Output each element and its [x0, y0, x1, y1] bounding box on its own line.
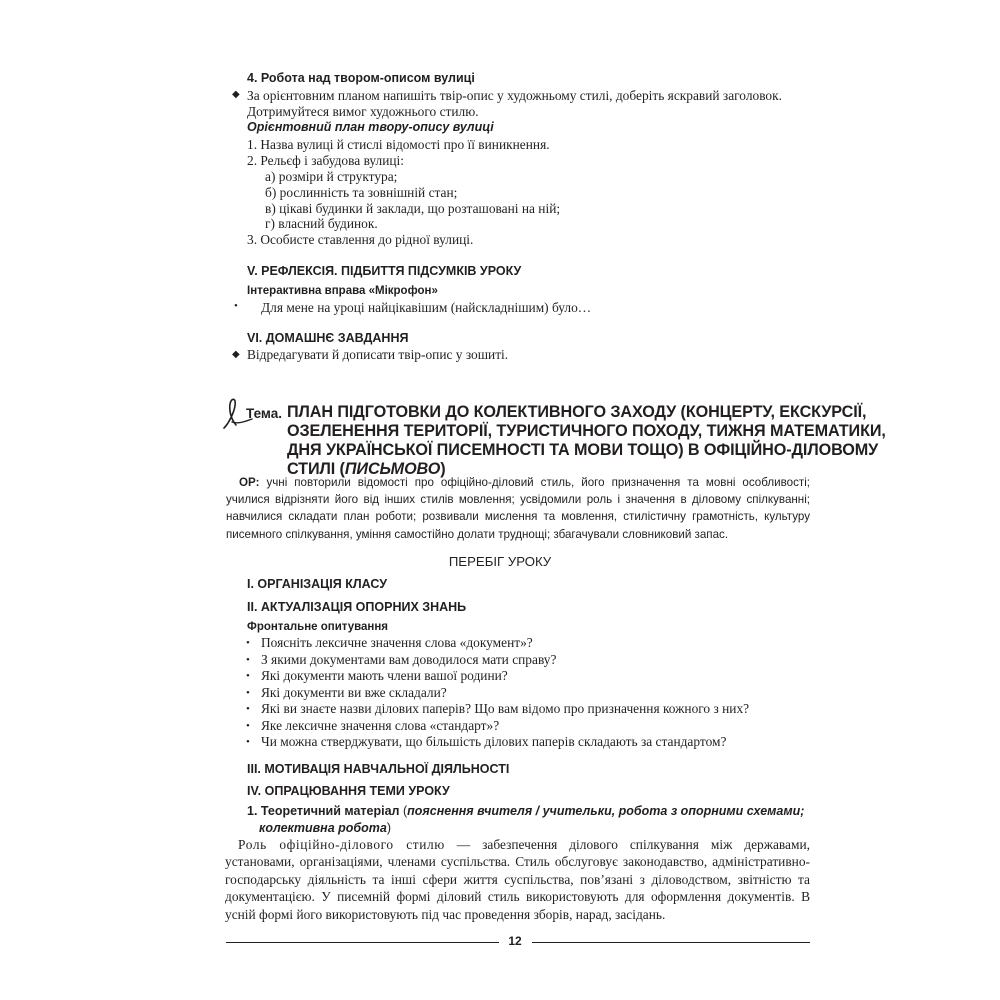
- frontal-title: Фронтальне опитування: [247, 621, 389, 633]
- plan-item: 3. Особисте ставлення до рідної вулиці.: [247, 232, 474, 247]
- section-6-title: VI. ДОМАШНЄ ЗАВДАННЯ: [247, 331, 409, 345]
- topic-title-line: ПЛАН ПІДГОТОВКИ ДО КОЛЕКТИВНОГО ЗАХОДУ (КОНЦЕРТУ, ЕКСКУРСІЇ,: [287, 403, 867, 421]
- exercise-title: Інтерактивна вправа «Мікрофон»: [247, 285, 438, 297]
- plan-subitem: в) цікаві будинки й заклади, що розташовані на ній;: [265, 201, 561, 216]
- homework-item: Відредагувати й дописати твір-опис у зошиті.: [247, 347, 509, 362]
- plan-subitem: г) власний будинок.: [265, 216, 378, 231]
- page-number: 12: [508, 934, 522, 948]
- task-line-1: За орієнтовним планом напишіть твір-опис у художньому стилі, доберіть яскравий заголовок.: [247, 88, 782, 103]
- list-item: • Які ви знаєте назви ділових паперів? Що вам відомо про призначення кожного з них?: [246, 701, 750, 716]
- topic-label: Тема.: [246, 406, 282, 421]
- section-4-title: 4. Робота над твором-описом вулиці: [247, 71, 475, 85]
- diamond-bullet-icon: ◆: [232, 89, 240, 100]
- theory-heading-cont: колективна робота): [259, 821, 392, 835]
- list-item: • Поясніть лексичне значення слова «документ»?: [246, 635, 533, 650]
- theory-heading: 1. Теоретичний матеріал (пояснення вчителя / учительки, робота з опорними схемами;: [247, 804, 805, 818]
- plan-title: Орієнтовний план твору-опису вулиці: [247, 120, 494, 134]
- lesson-heading: ПЕРЕБІГ УРОКУ: [448, 554, 552, 569]
- plan-subitem: а) розміри й структура;: [265, 169, 398, 184]
- plan-item: 1. Назва вулиці й стислі відомості про її виникнення.: [247, 137, 550, 152]
- list-item: • Які документи мають члени вашої родини?: [246, 668, 508, 683]
- plan-subitem: б) рослинність та зовнішній стан;: [265, 185, 458, 200]
- task-line-2: Дотримуйтеся вимог художнього стилю.: [247, 104, 479, 119]
- list-item: • Яке лексичне значення слова «стандарт»?: [246, 717, 500, 733]
- diamond-bullet-icon: ◆: [232, 349, 240, 360]
- theory-paragraph: [225, 836, 810, 923]
- list-item: • Чи можна стверджувати, що більшість ділових паперів складають за стандартом?: [246, 734, 727, 749]
- list-item: • З якими документами вам доводилося мати справу?: [246, 651, 557, 667]
- section-3-title: III. МОТИВАЦІЯ НАВЧАЛЬНОЇ ДІЯЛЬНОСТІ: [247, 762, 510, 776]
- outcomes-text: учні повторили відомості про офіційно-діловий стиль, його призначення та мовні особливості; училися відрізняти його від інших стилів мовлення; усвідомили роль і значення в діловому спілкуванні; навчилися складати план роботи; розвивали мислення та мовлення, стилістичну грамотність, культуру писемного спілкування, уміння самостійно долати труднощі; збагачували словниковий запас.: [226, 476, 810, 541]
- questions-list: [246, 635, 749, 751]
- list-item: • Які документи ви вже складали?: [246, 684, 447, 700]
- plan-item: 2. Рельєф і забудова вулиці:: [247, 153, 404, 168]
- topic-title-line: ОЗЕЛЕНЕННЯ ТЕРИТОРІЇ, ТУРИСТИЧНОГО ПОХОДУ, ТИЖНЯ МАТЕМАТИКИ,: [287, 422, 886, 440]
- section-2-title: II. АКТУАЛІЗАЦІЯ ОПОРНИХ ЗНАНЬ: [247, 600, 467, 614]
- role-term: Роль офіційно-ділового стилю: [238, 837, 445, 852]
- section-4-title: IV. ОПРАЦЮВАННЯ ТЕМИ УРОКУ: [247, 784, 450, 798]
- footer-rule-left: [226, 942, 499, 943]
- section-1-title: I. ОРГАНІЗАЦІЯ КЛАСУ: [247, 577, 387, 591]
- section-5-title: V. РЕФЛЕКСІЯ. ПІДБИТТЯ ПІДСУМКІВ УРОКУ: [247, 264, 522, 278]
- reflection-item: Для мене на уроці найцікавішим (найскладнішим) було…: [261, 300, 592, 315]
- role-text: — забезпечення ділового спілкування між державами, установами, організаціями, членами суспільства. Стиль обслуговує законодавство, адміністративно-господарську діяльність та інші сфери життя суспільства, пов’язані з діловодством, звітністю та документацією. У писемній формі діловий стиль використовують для оформлення документів. В усній формі його використовують під час проведення зборів, нарад, засідань.: [225, 837, 810, 922]
- outcomes-paragraph: [226, 474, 810, 543]
- outcomes-label: ОР:: [239, 476, 260, 489]
- topic-title-line: СТИЛІ (ПИСЬМОВО): [287, 460, 446, 478]
- topic-title-line: ДНЯ УКРАЇНСЬКОЇ ПИСЕМНОСТІ ТА МОВИ ТОЩО) В ОФІЦІЙНО-ДІЛОВОМУ: [287, 441, 879, 459]
- footer-rule-right: [532, 942, 810, 943]
- bullet-icon: •: [234, 300, 238, 312]
